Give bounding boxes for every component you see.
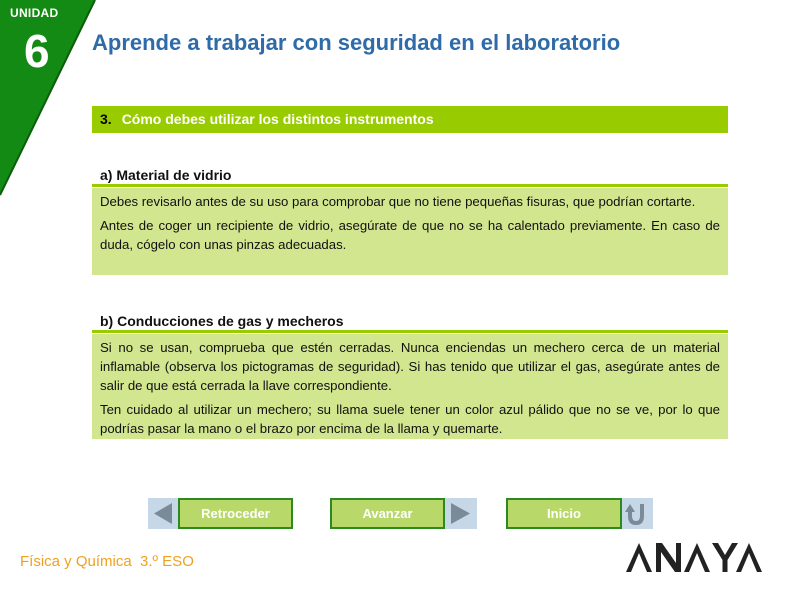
triangle-left-icon	[148, 498, 178, 529]
back-button[interactable]: Retroceder	[178, 498, 293, 529]
back-arrow[interactable]	[148, 498, 178, 529]
section-header	[92, 106, 728, 133]
back-nav	[148, 498, 293, 529]
heading-glass-material: a) Material de vidrio	[92, 167, 728, 187]
unit-corner-shape	[0, 0, 100, 200]
unit-label: UNIDAD	[10, 6, 59, 20]
u-turn-arrow-icon	[622, 498, 653, 529]
heading-gas-burners: b) Conducciones de gas y mecheros	[92, 313, 728, 333]
paragraph: Ten cuidado al utilizar un mechero; su llama suele tener un color azul pálido que no se ve, por lo que podrías pasar la mano o el brazo por encima de la llama y quemarte.	[100, 402, 720, 436]
paragraph: Si no se usan, comprueba que estén cerradas. Nunca enciendas un mechero cerca de un material inflamable (observa los pictogramas de seguridad). Si has tenido que utilizar el gas, asegúrate antes de salir de que está cerrada la llave correspondiente.	[100, 340, 720, 393]
home-return[interactable]	[622, 498, 653, 529]
forward-button[interactable]: Avanzar	[330, 498, 445, 529]
section-title: Cómo debes utilizar los distintos instrumentos	[121, 111, 434, 127]
paragraph: Debes revisarlo antes de su uso para comprobar que no tiene pequeñas fisuras, que podrían cortarte.	[100, 194, 696, 209]
paragraph: Antes de coger un recipiente de vidrio, asegúrate de que no se ha calentado previamente. En caso de duda, cógelo con unas pinzas adecuadas.	[100, 218, 720, 252]
forward-nav	[330, 498, 477, 529]
glass-material-box	[92, 188, 728, 275]
page-title: Aprende a trabajar con seguridad en el laboratorio	[92, 30, 621, 55]
section-number: 3.	[100, 111, 112, 127]
unit-number: 6	[24, 25, 50, 77]
triangle-right-icon	[445, 498, 477, 529]
forward-arrow[interactable]	[445, 498, 477, 529]
home-nav	[506, 498, 653, 529]
anaya-logo	[626, 541, 762, 575]
home-button[interactable]: Inicio	[506, 498, 622, 529]
gas-burners-box	[92, 334, 728, 439]
course-label: Física y Química 3.º ESO	[20, 553, 194, 570]
